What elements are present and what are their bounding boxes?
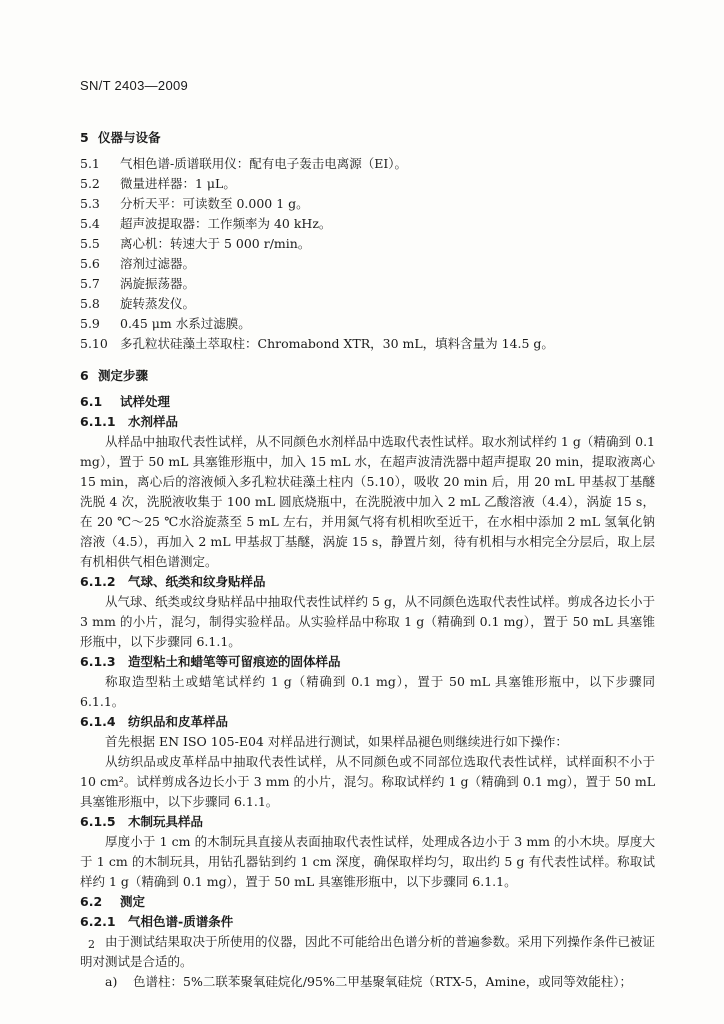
list-text: 色谱柱：5%二联苯聚氧硅烷化/95%二甲基聚氧硅烷（RTX-5，Amine，或同等效能柱）； bbox=[133, 974, 633, 989]
item-number: 5.2 bbox=[80, 176, 100, 191]
subsection-number: 6.1.1 bbox=[80, 414, 116, 429]
paragraph: 厚度小于 1 cm 的木制玩具直接从表面抽取代表性试样，处理成各边小于 3 mm 的小木块。厚度大于 1 cm 的木制玩具，用钻孔器钻到约 1 cm 深度，确保取样均匀，取出约 5 g 有代表性试样。称取试样约 1 g（精确到 0.1 mg），置于 50 mL 具塞锥形瓶中，以下步骤同 6.1.1。 bbox=[80, 834, 655, 889]
item-text: 涡旋振荡器。 bbox=[120, 276, 196, 291]
section-title: 测定步骤 bbox=[98, 368, 149, 383]
paragraph: 由于测试结果取决于所使用的仪器，因此不可能给出色谱分析的普遍参数。采用下列操作条件已被证明对测试是合适的。 bbox=[80, 934, 656, 969]
subsection-number: 6.1.5 bbox=[80, 814, 116, 829]
page-number: 2 bbox=[88, 938, 95, 951]
subsection-6-1-2-heading bbox=[80, 572, 655, 592]
list-marker: a) bbox=[105, 974, 118, 989]
list-item bbox=[80, 294, 655, 314]
subsection-number: 6.1.4 bbox=[80, 714, 116, 729]
subsection-number: 6.2 bbox=[80, 894, 103, 909]
item-text: 溶剂过滤器。 bbox=[120, 256, 196, 271]
subsection-title: 气相色谱-质谱条件 bbox=[128, 914, 234, 929]
section-5-heading bbox=[80, 128, 655, 148]
subsection-6-1-3-heading bbox=[80, 652, 655, 672]
item-text: 多孔粒状硅藻土萃取柱：Chromabond XTR，30 mL，填料含量为 14.5 g。 bbox=[120, 336, 554, 351]
item-text: 超声波提取器：工作频率为 40 kHz。 bbox=[120, 216, 332, 231]
list-item bbox=[80, 214, 655, 234]
item-text: 分析天平：可读数至 0.000 1 g。 bbox=[120, 196, 309, 211]
equipment-list bbox=[80, 154, 655, 354]
list-item bbox=[80, 334, 655, 354]
item-text: 0.45 μm 水系过滤膜。 bbox=[120, 316, 251, 331]
item-number: 5.5 bbox=[80, 236, 100, 251]
section-6-heading bbox=[80, 366, 655, 386]
item-text: 离心机：转速大于 5 000 r/min。 bbox=[120, 236, 311, 251]
subsection-title: 纺织品和皮革样品 bbox=[128, 714, 229, 729]
subsection-number: 6.1 bbox=[80, 394, 103, 409]
subsection-6-1-heading bbox=[80, 392, 655, 412]
section-title: 仪器与设备 bbox=[98, 130, 161, 145]
subsection-6-2-1-heading bbox=[80, 912, 655, 932]
subsection-title: 造型粘土和蜡笔等可留痕迹的固体样品 bbox=[128, 654, 341, 669]
item-text: 旋转蒸发仪。 bbox=[120, 296, 196, 311]
paragraph: 从样品中抽取代表性试样，从不同颜色水剂样品中选取代表性试样。取水剂试样约 1 g（精确到 0.1 mg），置于 50 mL 具塞锥形瓶中，加入 15 mL 水，在超声波清洗器中超声提取 20 min，提取液离心 15 min，离心后的溶液倾入多孔粒状硅藻土柱内（5.10），吸收 20 min 后，用 20 mL 甲基叔丁基醚洗脱 4 次，洗脱液收集于 100 mL 圆底烧瓶中，在洗脱液中加入 2 mL 乙酸溶液（4.4），涡旋 15 s，在 20 ℃～25 ℃水浴旋蒸至 5 mL 左右，并用氮气将有机相吹至近干，在水相中添加 2 mL 氢氧化钠溶液（4.5），再加入 2 mL 甲基叔丁基醚，涡旋 15 s，静置片刻，待有机相与水相完全分层后，取上层有机相供气相色谱测定。 bbox=[80, 434, 655, 569]
subsection-title: 测定 bbox=[120, 894, 146, 909]
item-number: 5.8 bbox=[80, 296, 100, 311]
subsection-title: 水剂样品 bbox=[128, 414, 179, 429]
list-item bbox=[80, 972, 655, 992]
subsection-number: 6.1.3 bbox=[80, 654, 116, 669]
subsection-title: 气球、纸类和纹身贴样品 bbox=[128, 574, 266, 589]
item-number: 5.4 bbox=[80, 216, 100, 231]
subsection-title: 试样处理 bbox=[120, 394, 171, 409]
list-item bbox=[80, 314, 655, 334]
item-text: 微量进样器：1 μL。 bbox=[120, 176, 236, 191]
paragraph: 从气球、纸类或纹身贴样品中抽取代表性试样约 5 g，从不同颜色选取代表性试样。剪成各边长小于 3 mm 的小片，混匀，制得实验样品。从实验样品中称取 1 g（精确到 0.1 mg），置于 50 mL 具塞锥形瓶中，以下步骤同 6.1.1。 bbox=[80, 594, 655, 649]
subsection-6-2-heading bbox=[80, 892, 655, 912]
subsection-6-1-1-heading bbox=[80, 412, 655, 432]
item-text: 气相色谱-质谱联用仪：配有电子轰击电离源（EI）。 bbox=[120, 156, 408, 171]
list-item bbox=[80, 154, 655, 174]
subsection-6-1-4-heading bbox=[80, 712, 655, 732]
paragraph: 首先根据 EN ISO 105-E04 对样品进行测试，如果样品褪色则继续进行如下操作： bbox=[105, 734, 568, 749]
list-item bbox=[80, 274, 655, 294]
subsection-number: 6.1.2 bbox=[80, 574, 116, 589]
item-number: 5.6 bbox=[80, 256, 100, 271]
list-item bbox=[80, 254, 655, 274]
item-number: 5.7 bbox=[80, 276, 100, 291]
standard-code-header: SN/T 2403—2009 bbox=[80, 78, 189, 93]
subsection-title: 木制玩具样品 bbox=[128, 814, 204, 829]
paragraph: 从纺织品或皮革样品中抽取代表性试样，从不同颜色或不同部位选取代表性试样，试样面积不小于 10 cm²。试样剪成各边长小于 3 mm 的小片，混匀。称取试样约 1 g（精确到 0.1 mg），置于 50 mL 具塞锥形瓶中，以下步骤同 6.1.1。 bbox=[80, 754, 655, 809]
list-item bbox=[80, 174, 655, 194]
item-number: 5.1 bbox=[80, 156, 100, 171]
item-number: 5.9 bbox=[80, 316, 100, 331]
subsection-number: 6.2.1 bbox=[80, 914, 116, 929]
section-number: 5 bbox=[80, 130, 89, 145]
item-number: 5.3 bbox=[80, 196, 100, 211]
subsection-6-1-5-heading bbox=[80, 812, 655, 832]
list-item bbox=[80, 194, 655, 214]
section-number: 6 bbox=[80, 368, 89, 383]
document-body bbox=[80, 120, 655, 992]
list-item bbox=[80, 234, 655, 254]
paragraph: 称取造型粘土或蜡笔试样约 1 g（精确到 0.1 mg），置于 50 mL 具塞锥形瓶中，以下步骤同 6.1.1。 bbox=[80, 674, 655, 709]
item-number: 5.10 bbox=[80, 336, 108, 351]
